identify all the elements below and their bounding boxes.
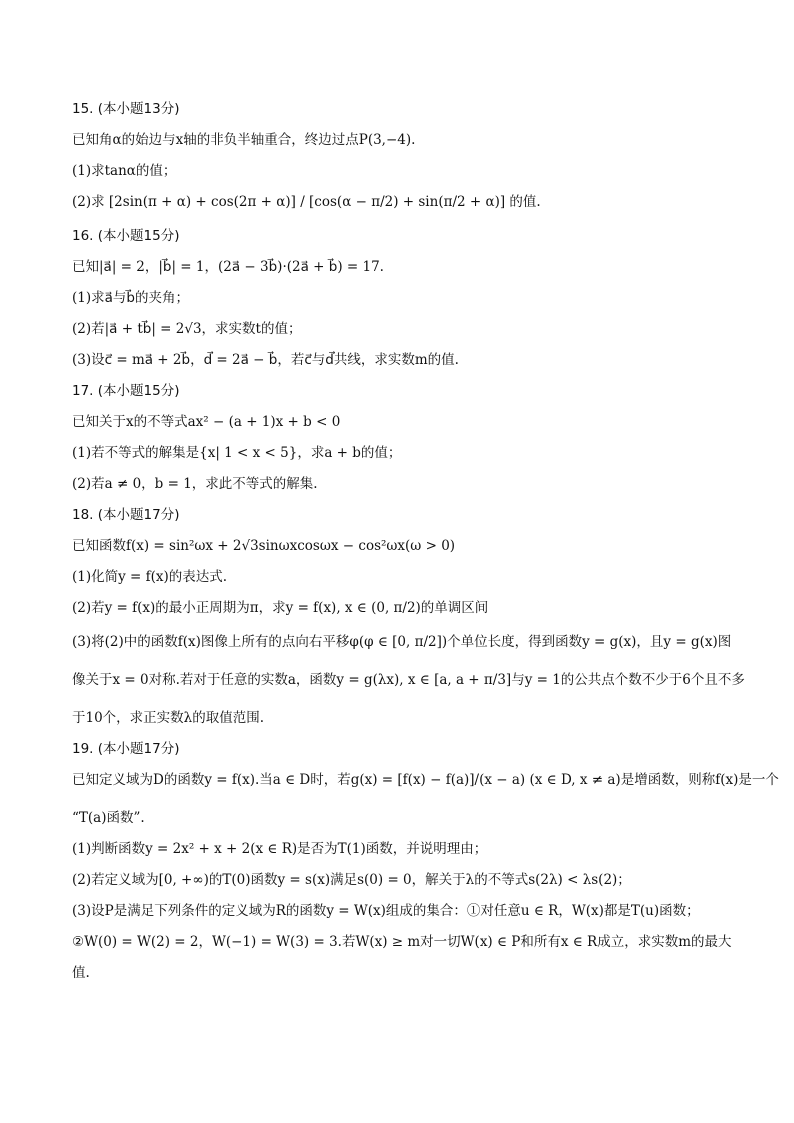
question-part: (3)设P是满足下列条件的定义域为R的函数y = W(x)组成的集合：①对任意u ∈ R，W(x)都是T(u)函数； xyxy=(72,903,700,919)
question-part: (1)判断函数y = 2x² + x + 2(x ∈ R)是否为T(1)函数，并说明理由； xyxy=(72,841,488,857)
question-header: 18. (本小题17分) xyxy=(72,507,180,523)
question-stem: 已知角α的始边与x轴的非负半轴重合，终边过点P(3,−4). xyxy=(72,132,416,148)
question-stem: 已知|a⃗| = 2，|b⃗| = 1，(2a⃗ − 3b⃗)·(2a⃗ + b⃗) = 17. xyxy=(72,259,384,275)
question-stem: 已知关于x的不等式ax² − (a + 1)x + b < 0 xyxy=(72,414,341,430)
question-header: 17. (本小题15分) xyxy=(72,383,180,399)
question-header: 15. (本小题13分) xyxy=(72,101,180,117)
question-part: “T(a)函数”. xyxy=(72,810,145,826)
question-part: (3)将(2)中的函数f(x)图像上所有的点向右平移φ(φ ∈ [0, π/2])个单位长度，得到函数y = g(x)，且y = g(x)图 xyxy=(72,634,732,650)
question-part: (1)若不等式的解集是{x| 1 < x < 5}，求a + b的值； xyxy=(72,445,402,461)
question-part: 值. xyxy=(72,965,90,981)
question-18 xyxy=(72,506,745,727)
question-19 xyxy=(72,740,779,982)
question-part: 于10个，求正实数λ的取值范围. xyxy=(72,710,265,726)
question-part: (2)若定义域为[0, +∞)的T(0)函数y = s(x)满足s(0) = 0，解关于λ的不等式s(2λ) < λs(2)； xyxy=(72,872,631,888)
question-part: ②W(0) = W(2) = 2，W(−1) = W(3) = 3.若W(x) ≥ m对一切W(x) ∈ P和所有x ∈ R成立，求实数m的最大 xyxy=(72,934,732,950)
question-part: (3)设c⃗ = ma⃗ + 2b⃗，d⃗ = 2a⃗ − b⃗，若c⃗与d⃗共线，求实数m的值. xyxy=(72,352,459,368)
question-15 xyxy=(72,100,732,211)
question-part: (2)求 [2sin(π + α) + cos(2π + α)] / [cos(α − π/2) + sin(π/2 + α)] 的值. xyxy=(72,194,541,210)
question-header: 19. (本小题17分) xyxy=(72,741,180,757)
question-part: (1)求a⃗与b⃗的夹角； xyxy=(72,290,189,306)
question-17 xyxy=(72,382,732,493)
question-part: 像关于x = 0对称.若对于任意的实数a，函数y = g(λx), x ∈ [a, a + π/3]与y = 1的公共点个数不少于6个且不多 xyxy=(72,672,745,688)
question-stem: 已知函数f(x) = sin²ωx + 2√3sinωxcosωx − cos²ωx(ω > 0) xyxy=(72,538,456,554)
question-part: (2)若y = f(x)的最小正周期为π，求y = f(x), x ∈ (0, π/2)的单调区间 xyxy=(72,600,489,616)
question-stem: 已知定义域为D的函数y = f(x).当a ∈ D时，若g(x) = [f(x) − f(a)]/(x − a) (x ∈ D, x ≠ a)是增函数，则称f(x)是一个 xyxy=(72,772,779,788)
question-part: (1)求tanα的值； xyxy=(72,163,177,179)
question-16 xyxy=(72,227,732,369)
question-part: (2)若a ≠ 0，b = 1，求此不等式的解集. xyxy=(72,476,318,492)
question-header: 16. (本小题15分) xyxy=(72,228,180,244)
exam-page xyxy=(72,100,779,995)
question-part: (2)若|a⃗ + tb⃗| = 2√3，求实数t的值； xyxy=(72,321,302,337)
question-part: (1)化简y = f(x)的表达式. xyxy=(72,569,228,585)
